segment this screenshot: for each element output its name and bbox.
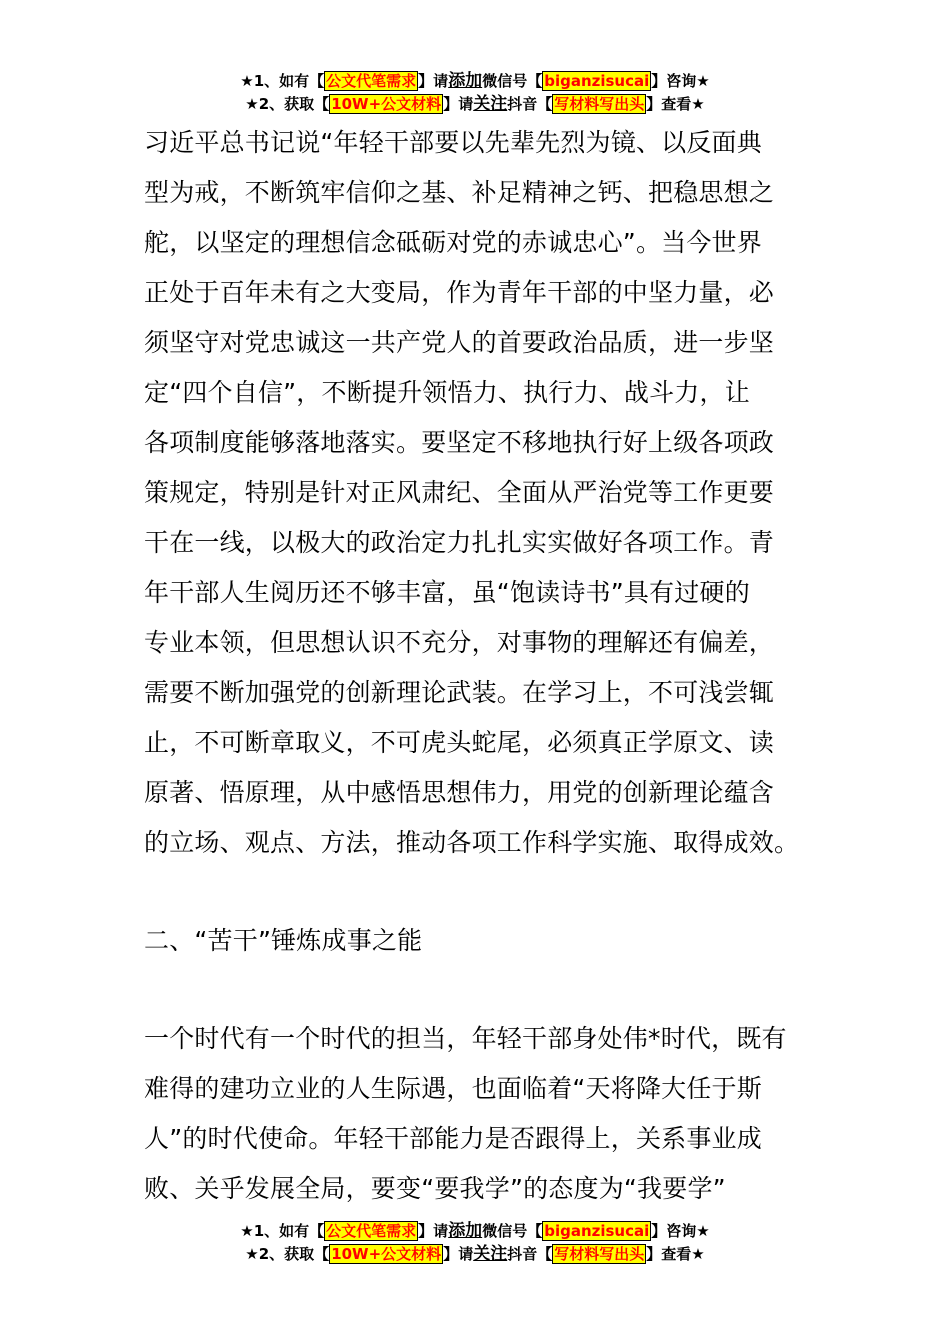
banner-text: 抖音【 [507,95,553,113]
banner-text: 】查看★ [646,95,705,113]
banner-text: ★2、获取【 [245,1245,330,1263]
highlight-douyin: 写材料写出头 [554,95,645,113]
banner-line-2 [0,1243,950,1266]
banner-text: ★1、如有【 [240,72,325,90]
text-line: 年干部人生阅历还不够丰富，虽“饱读诗书”具有过硬的 [144,578,750,607]
text-line: 各项制度能够落地落实。要坚定不移地执行好上级各项政 [144,428,775,457]
text-line: 定“四个自信”，不断提升领悟力、执行力、战斗力，让 [144,378,750,407]
banner-text: 】请 [418,1222,449,1240]
highlight-wechat-id: biganzisucai [544,1222,650,1240]
banner-text: 】咨询★ [651,72,710,90]
text-line: 原著、悟原理，从中感悟思想伟力，用党的创新理论蕴含 [144,778,775,807]
banner-line-1 [0,70,950,93]
text-line: 须坚守对党忠诚这一共产党人的首要政治品质，进一步坚 [144,328,775,357]
text-line: 一个时代有一个时代的担当，年轻干部身处伟*时代，既有 [144,1024,787,1053]
text-line: 专业本领，但思想认识不充分，对事物的理解还有偏差， [144,628,775,657]
section-heading: 二、“苦干”锤炼成事之能 [144,926,423,955]
text-line: 干在一线，以极大的政治定力扎扎实实做好各项工作。青 [144,528,775,557]
highlight-service: 公文代笔需求 [326,72,417,90]
banner-emphasis: 添加 [448,1221,483,1241]
paragraph-1 [144,118,814,868]
banner-text: 】请 [443,95,474,113]
banner-text: 】查看★ [646,1245,705,1263]
text-line: 习近平总书记说“年轻干部要以先辈先烈为镜、以反面典 [144,128,762,157]
text-line: 难得的建功立业的人生际遇，也面临着“天将降大任于斯 [144,1074,762,1103]
banner-emphasis: 关注 [473,1244,508,1264]
highlight-wechat-id: biganzisucai [544,72,650,90]
banner-emphasis: 添加 [448,71,483,91]
text-line: 型为戒，不断筑牢信仰之基、补足精神之钙、把稳思想之 [144,178,775,207]
banner-text: 】请 [443,1245,474,1263]
banner-text: 微信号【 [482,1222,543,1240]
highlight-service: 公文代笔需求 [326,1222,417,1240]
text-line: 败、关乎发展全局，要变“要我学”的态度为“我要学” [144,1174,726,1203]
banner-text: 抖音【 [507,1245,553,1263]
banner-text: ★1、如有【 [240,1222,325,1240]
banner-line-1 [0,1220,950,1243]
highlight-materials: 10W+公文材料 [331,95,442,113]
banner-emphasis: 关注 [473,94,508,114]
banner-text: ★2、获取【 [245,95,330,113]
text-line: 人”的时代使命。年轻干部能力是否跟得上，关系事业成 [144,1124,762,1153]
text-line: 正处于百年未有之大变局，作为青年干部的中坚力量，必 [144,278,775,307]
highlight-douyin: 写材料写出头 [554,1245,645,1263]
footer-banner [0,1220,950,1266]
banner-text: 】咨询★ [651,1222,710,1240]
text-line: 止，不可断章取义，不可虎头蛇尾，必须真正学原文、读 [144,728,775,757]
header-banner [0,70,950,116]
text-line: 的立场、观点、方法，推动各项工作科学实施、取得成效。 [144,828,800,857]
banner-text: 微信号【 [482,72,543,90]
banner-line-2 [0,93,950,116]
banner-text: 】请 [418,72,449,90]
highlight-materials: 10W+公文材料 [331,1245,442,1263]
paragraph-2 [144,1014,814,1214]
document-body [144,118,814,1214]
text-line: 舵，以坚定的理想信念砥砺对党的赤诚忠心”。当今世界 [144,228,762,257]
text-line: 策规定，特别是针对正风肃纪、全面从严治党等工作更要 [144,478,775,507]
text-line: 需要不断加强党的创新理论武装。在学习上，不可浅尝辄 [144,678,775,707]
